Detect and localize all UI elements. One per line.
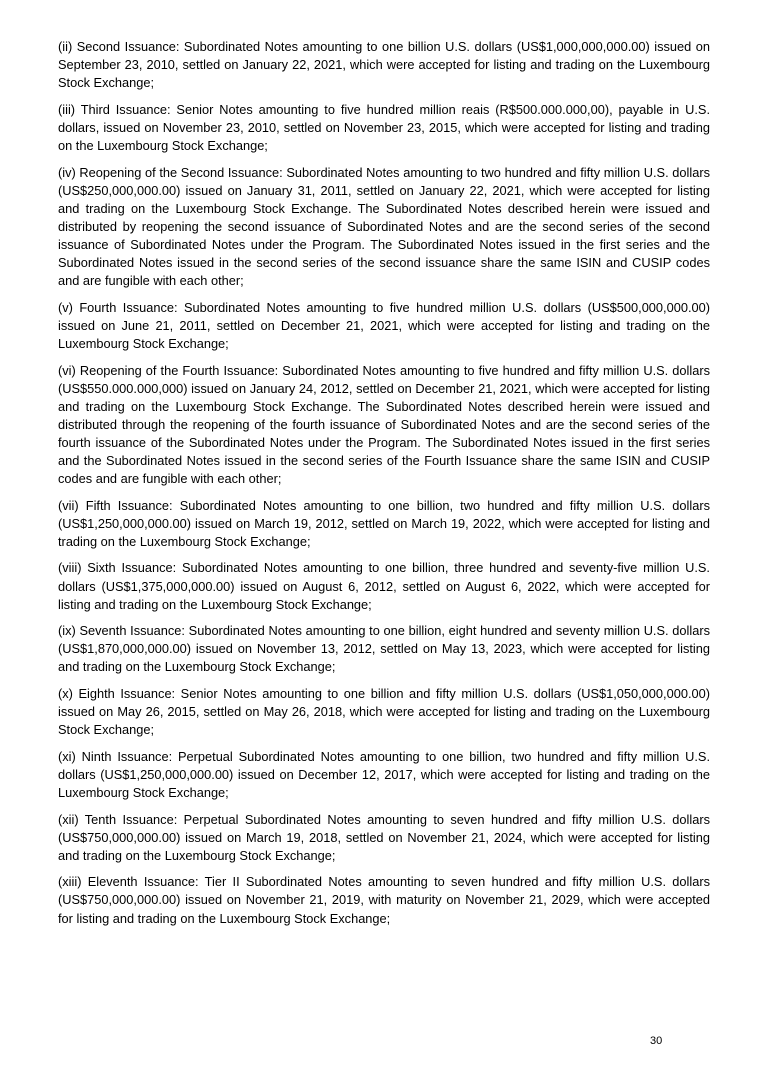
paragraph-tenth-issuance: (xii) Tenth Issuance: Perpetual Subordinated Notes amounting to seven hundred and fifty million U.S. dollars (US$750,000,000.00) issued on March 19, 2018, settled on November 21, 2024, which were accepted for listing and trading on the Luxembourg Stock Exchange; (58, 811, 710, 863)
document-page-body (58, 38, 710, 936)
page-number: 30 (650, 1035, 663, 1047)
paragraph-reopening-fourth-issuance: (vi) Reopening of the Fourth Issuance: Subordinated Notes amounting to five hundred and fifty million U.S. dollars (US$550.000.000,000) issued on January 24, 2012, settled on December 21, 2021, which were accepted for listing and trading on the Luxembourg Stock Exchange. The Subordinated Notes described herein were issued and distributed through the reopening of the fourth issuance of Subordinated Notes and are the second series of the fourth issuance of the Subordinated Notes under the Program. The Subordinated Notes issued in the first series and the Subordinated Notes issued in the second series of the Fourth Issuance share the same ISIN and CUSIP codes and are fungible with each other; (58, 362, 710, 487)
paragraph-third-issuance: (iii) Third Issuance: Senior Notes amounting to five hundred million reais (R$500.000.000,00), payable in U.S. dollars, issued on November 23, 2010, settled on November 23, 2015, which were accepted for listing and trading on the Luxembourg Stock Exchange; (58, 101, 710, 153)
paragraph-fourth-issuance: (v) Fourth Issuance: Subordinated Notes amounting to five hundred million U.S. dollars (US$500,000,000.00) issued on June 21, 2011, settled on December 21, 2021, which were accepted for listing and trading on the Luxembourg Stock Exchange; (58, 299, 710, 351)
paragraph-second-issuance: (ii) Second Issuance: Subordinated Notes amounting to one billion U.S. dollars (US$1,000,000,000.00) issued on September 23, 2010, settled on January 22, 2021, which were accepted for listing and trading on the Luxembourg Stock Exchange; (58, 39, 710, 91)
paragraph-eighth-issuance: (x) Eighth Issuance: Senior Notes amounting to one billion and fifty million U.S. dollars (US$1,050,000,000.00) issued on May 26, 2015, settled on May 26, 2018, which were accepted for listing and trading on the Luxembourg Stock Exchange; (58, 686, 710, 738)
paragraph-fifth-issuance: (vii) Fifth Issuance: Subordinated Notes amounting to one billion, two hundred and fifty million U.S. dollars (US$1,250,000,000.00) issued on March 19, 2012, settled on March 19, 2022, which were accepted for listing and trading on the Luxembourg Stock Exchange; (58, 497, 710, 549)
paragraph-sixth-issuance: (viii) Sixth Issuance: Subordinated Notes amounting to one billion, three hundred and seventy-five million U.S. dollars (US$1,375,000,000.00) issued on August 6, 2012, settled on August 6, 2022, which were accepted for listing and trading on the Luxembourg Stock Exchange; (58, 560, 710, 612)
paragraph-eleventh-issuance: (xiii) Eleventh Issuance: Tier II Subordinated Notes amounting to seven hundred and fifty million U.S. dollars (US$750,000,000.00) issued on November 21, 2019, with maturity on November 21, 2029, which were accepted for listing and trading on the Luxembourg Stock Exchange; (58, 874, 710, 926)
paragraph-ninth-issuance: (xi) Ninth Issuance: Perpetual Subordinated Notes amounting to one billion, two hundred and fifty million U.S. dollars (US$1,250,000,000.00) issued on December 12, 2017, which were accepted for listing and trading on the Luxembourg Stock Exchange; (58, 748, 710, 800)
paragraph-reopening-second-issuance: (iv) Reopening of the Second Issuance: Subordinated Notes amounting to two hundred and fifty million U.S. dollars (US$250,000,000.00) issued on January 31, 2011, settled on January 22, 2021, which were accepted for listing and trading on the Luxembourg Stock Exchange. The Subordinated Notes described herein were issued and distributed by reopening the second issuance of Subordinated Notes and are the second series of the second issuance of Subordinated Notes under the Program. The Subordinated Notes issued in the first series and the Subordinated Notes issued in the second series of the second issuance share the same ISIN and CUSIP codes and are fungible with each other; (58, 164, 710, 289)
paragraph-seventh-issuance: (ix) Seventh Issuance: Subordinated Notes amounting to one billion, eight hundred and seventy million U.S. dollars (US$1,870,000,000.00) issued on November 13, 2012, settled on May 13, 2023, which were accepted for listing and trading on the Luxembourg Stock Exchange; (58, 623, 710, 675)
